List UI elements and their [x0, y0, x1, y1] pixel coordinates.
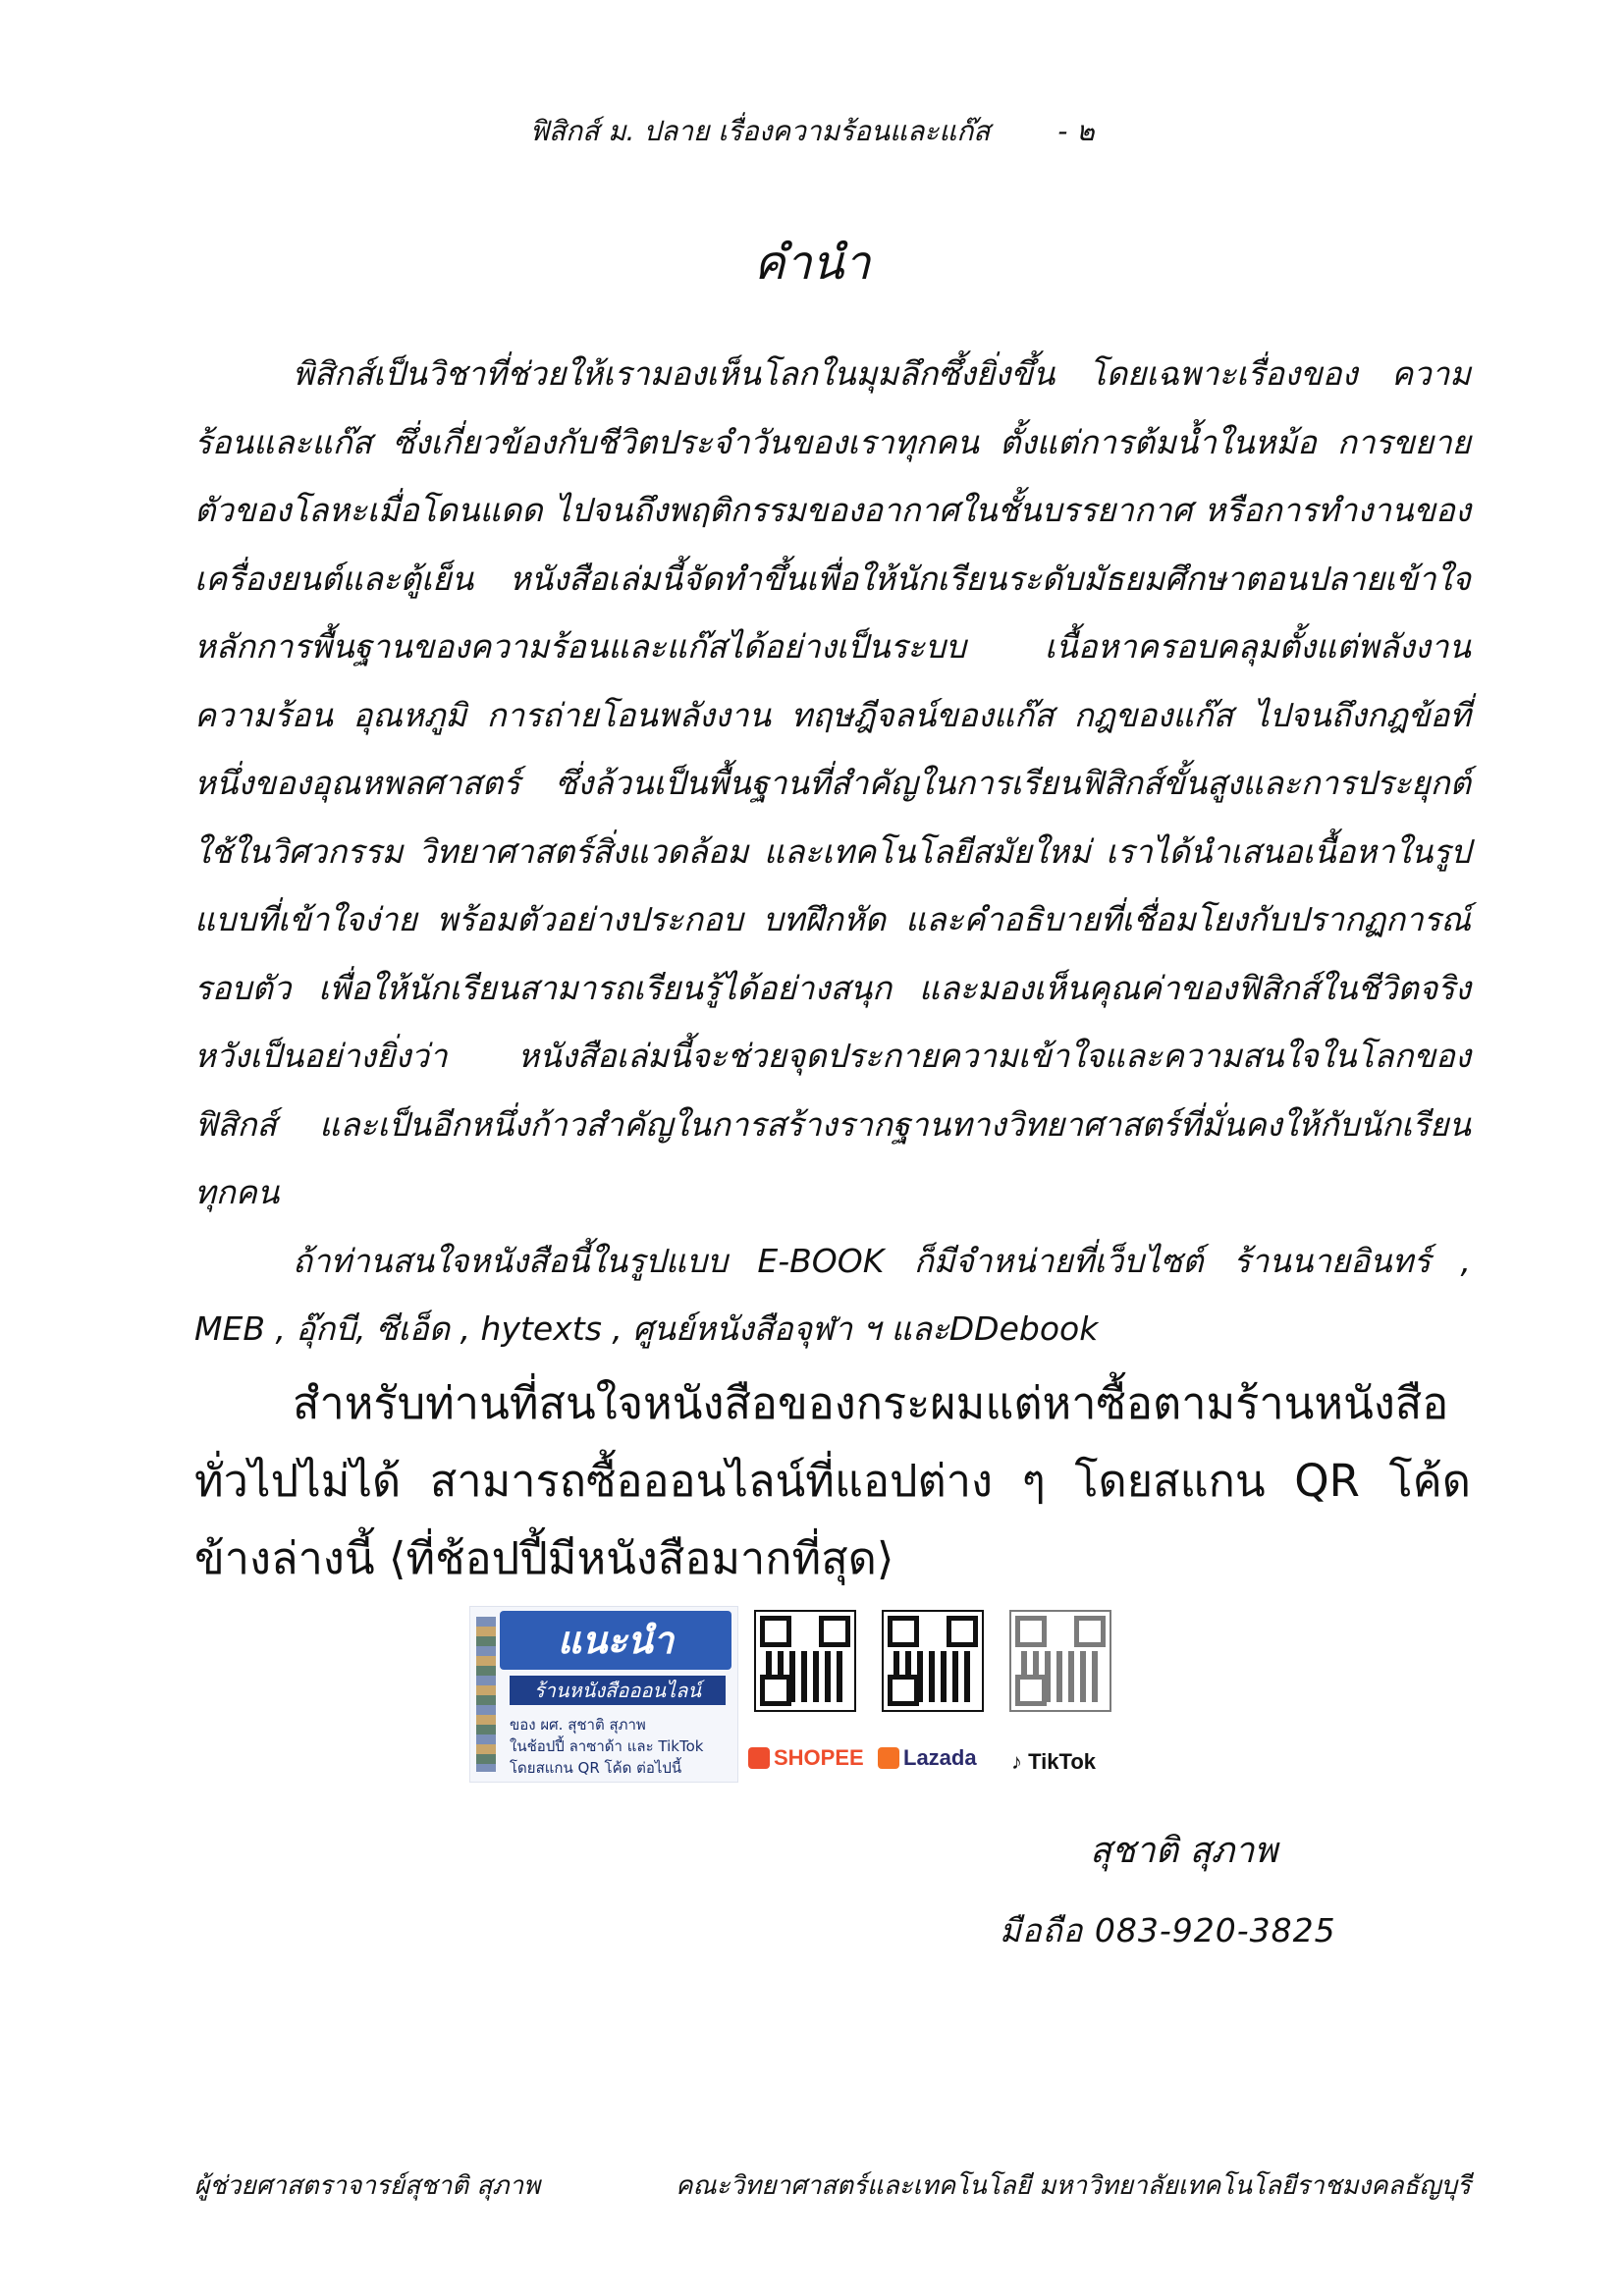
- promo-line: ของ ผศ. สุชาติ สุภาพ: [510, 1716, 646, 1734]
- preface-body: [194, 340, 1471, 1363]
- author-signature: สุชาติ สุภาพ: [1090, 1831, 1278, 1871]
- author-phone: มือถือ 083-920-3825: [1000, 1911, 1336, 1949]
- lazada-qr-code[interactable]: [882, 1610, 984, 1712]
- running-header: [0, 110, 1624, 153]
- books-stack-icon: [476, 1617, 496, 1772]
- online-purchase-note: [194, 1364, 1471, 1597]
- shopee-label[interactable]: SHOPEE: [748, 1745, 864, 1771]
- footer-author: ผู้ช่วยศาสตราจารย์สุชาติ สุภาพ: [194, 2171, 541, 2201]
- promo-line: โดยสแกน QR โค้ด ต่อไปนี้: [510, 1759, 682, 1777]
- tiktok-label[interactable]: ♪ TikTok: [1011, 1749, 1096, 1774]
- running-title: ฟิสิกส์ ม. ปลาย เรื่องความร้อนและแก๊ส: [529, 115, 991, 147]
- page-title: คำนำ: [753, 236, 871, 291]
- ebook-paragraph: ถ้าท่านสนใจหนังสือนี้ในรูปแบบ E-BOOK ก็มีจำหน่ายที่เว็บไซต์ ร้านนายอินทร์ , MEB , อุ๊กบี, ซีเอ็ด , hytexts , ศูนย์หนังสือจุฬา ฯ และDDebook: [194, 1241, 1471, 1348]
- promo-card: [469, 1606, 738, 1783]
- tiktok-note-icon: ♪: [1011, 1749, 1022, 1774]
- purchase-paragraph: สำหรับท่านที่สนใจหนังสือของกระผมแต่หาซื้อตามร้านหนังสือทั่วไปไม่ได้ สามารถซื้อออนไลน์ที่แอปต่าง ๆ โดยสแกน QR โค้ดข้างล่างนี้ ⟨ที่ช้อปปี้มีหนังสือมากที่สุด⟩: [194, 1377, 1471, 1584]
- lazada-heart-icon: [878, 1747, 899, 1769]
- shopee-qr-code[interactable]: [754, 1610, 856, 1712]
- lazada-label[interactable]: Lazada: [878, 1745, 977, 1771]
- tiktok-qr-code[interactable]: [1009, 1610, 1111, 1712]
- preface-paragraph: พิสิกส์เป็นวิชาที่ช่วยให้เรามองเห็นโลกในมุมลึกซึ้งยิ่งขึ้น โดยเฉพาะเรื่องของ ความร้อนและแก๊ส ซึ่งเกี่ยวข้องกับชีวิตประจำวันของเราทุกคน ตั้งแต่การต้มน้ำในหม้อ การขยายตัวของโลหะเมื่อโดนแดด ไปจนถึงพฤติกรรมของอากาศในชั้นบรรยากาศ หรือการทำงานของเครื่องยนต์และตู้เย็น หนังสือเล่มนี้จัดทำขึ้นเพื่อให้นักเรียนระดับมัธยมศึกษาตอนปลายเข้าใจหลักการพื้นฐานของความร้อนและแก๊สได้อย่างเป็นระบบ เนื้อหาครอบคลุมตั้งแต่พลังงานความร้อน อุณหภูมิ การถ่ายโอนพลังงาน ทฤษฎีจลน์ของแก๊ส กฎของแก๊ส ไปจนถึงกฎข้อที่หนึ่งของอุณหพลศาสตร์ ซึ่งล้วนเป็นพื้นฐานที่สำคัญในการเรียนฟิสิกส์ขั้นสูงและการประยุกต์ใช้ในวิศวกรรม วิทยาศาสตร์สิ่งแวดล้อม และเทคโนโลยีสมัยใหม่ เราได้นำเสนอเนื้อหาในรูปแบบที่เข้าใจง่าย พร้อมตัวอย่างประกอบ บทฝึกหัด และคำอธิบายที่เชื่อมโยงกับปรากฏการณ์รอบตัว เพื่อให้นักเรียนสามารถเรียนรู้ได้อย่างสนุก และมองเห็นคุณค่าของฟิสิกส์ในชีวิตจริง หวังเป็นอย่างยิ่งว่า หนังสือเล่มนี้จะช่วยจุดประกายความเข้าใจและความสนใจในโลกของฟิสิกส์ และเป็นอีกหนึ่งก้าวสำคัญในการสร้างรากฐานทางวิทยาศาสตร์ที่มั่นคงให้กับนักเรียนทุกคน: [194, 354, 1471, 1211]
- promo-ribbon: ร้านหนังสือออนไลน์: [510, 1676, 726, 1705]
- footer-institution: คณะวิทยาศาสตร์และเทคโนโลยี มหาวิทยาลัยเทคโนโลยีราชมงคลธัญบุรี: [676, 2171, 1471, 2201]
- page-number: - ๒: [1057, 115, 1095, 147]
- shopee-bag-icon: [748, 1747, 770, 1769]
- promo-section: [469, 1606, 1117, 1783]
- promo-line: ในช้อปปี้ ลาซาด้า และ TikTok: [510, 1737, 704, 1755]
- promo-banner: แนะนำ: [500, 1611, 731, 1670]
